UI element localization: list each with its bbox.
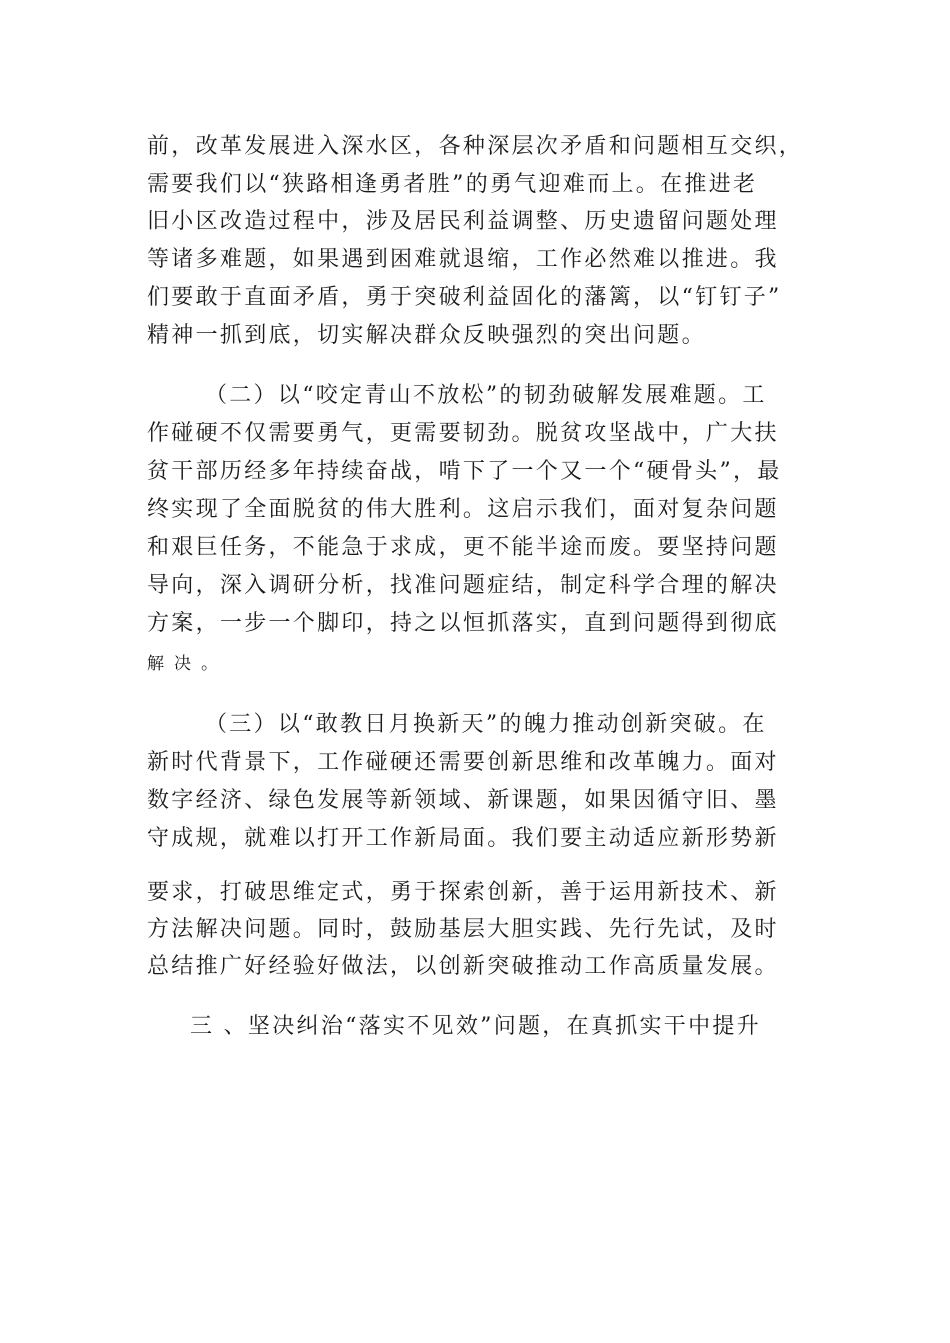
section-heading: 三 、坚决纠治“落实不见效”问题，在真抓实干中提升 — [190, 1014, 761, 1039]
section-2-heading-line: （二）以“咬定青山不放松”的韧劲破解发展难题。工 — [205, 383, 767, 408]
paragraph-line: 方法解决问题。同时，鼓励基层大胆实践、先行先试，及时 — [147, 917, 779, 942]
paragraph-line: 精神一抓到底，切实解决群众反映强烈的突出问题。 — [147, 323, 706, 348]
paragraph-line: 需要我们以“狭路相逢勇者胜”的勇气迎难而上。在推进老 — [147, 172, 758, 197]
paragraph-line: 和艰巨任务，不能急于求成，更不能半途而废。要坚持问题 — [147, 535, 779, 560]
paragraph-line: 要求，打破思维定式，勇于探索创新，善于运用新技术、新 — [147, 880, 779, 905]
paragraph-line: 旧小区改造过程中，涉及居民利益调整、历史遗留问题处理 — [147, 209, 779, 234]
paragraph-line: 终实现了全面脱贫的伟大胜利。这启示我们，面对复杂问题 — [147, 497, 779, 522]
paragraph-line: 方案，一步一个脚印，持之以恒抓落实，直到问题得到彻底 — [147, 611, 779, 636]
paragraph-line: 守成规，就难以打开工作新局面。我们要主动适应新形势新 — [147, 826, 779, 851]
paragraph-line: 前，改革发展进入深水区，各种深层次矛盾和问题相互交织， — [147, 134, 804, 159]
section-3-heading-line: （三）以“敢教日月换新天”的魄力推动创新突破。在 — [205, 712, 767, 737]
paragraph-line: 等诸多难题，如果遇到困难就退缩，工作必然难以推进。我 — [147, 247, 779, 272]
paragraph-line: 总结推广好经验好做法，以创新突破推动工作高质量发展。 — [147, 954, 779, 979]
paragraph-line: 解决。 — [147, 654, 228, 674]
paragraph-line: 导向，深入调研分析，找准问题症结，制定科学合理的解决 — [147, 573, 779, 598]
paragraph-line: 作碰硬不仅需要勇气，更需要韧劲。脱贫攻坚战中，广大扶 — [147, 421, 779, 446]
paragraph-line: 们要敢于直面矛盾，勇于突破利益固化的藩篱，以“钉钉子” — [147, 285, 782, 310]
paragraph-line: 贫干部历经多年持续奋战，啃下了一个又一个“硬骨头”，最 — [147, 459, 782, 484]
paragraph-line: 新时代背景下，工作碰硬还需要创新思维和改革魄力。面对 — [147, 750, 779, 775]
paragraph-line: 数字经济、绿色发展等新领域、新课题，如果因循守旧、墨 — [147, 788, 779, 813]
